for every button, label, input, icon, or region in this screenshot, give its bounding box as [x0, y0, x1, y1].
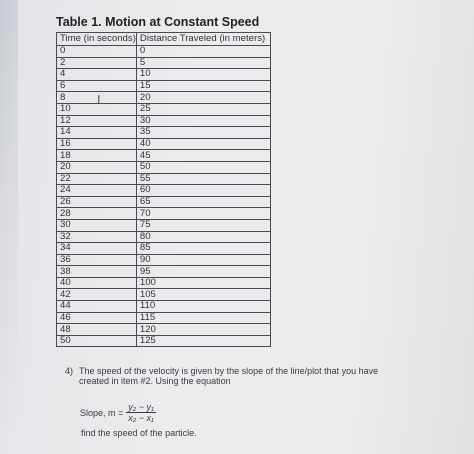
text-cursor-icon: I — [97, 93, 101, 107]
distance-cell: 85 — [136, 243, 270, 255]
slope-formula — [80, 402, 156, 423]
distance-cell: 30 — [136, 115, 270, 127]
distance-cell: 25 — [136, 103, 270, 115]
table-header-row — [57, 33, 271, 46]
distance-cell: 70 — [136, 208, 270, 220]
table-row — [57, 324, 271, 336]
table-row — [57, 231, 271, 243]
distance-cell: 125 — [136, 335, 270, 347]
distance-cell: 10 — [136, 69, 270, 81]
time-cell: 34 — [57, 243, 137, 255]
time-cell: 26 — [57, 196, 137, 208]
table-row — [57, 127, 271, 139]
distance-cell: 5 — [136, 57, 270, 69]
table-row — [57, 243, 271, 255]
distance-cell: 15 — [136, 80, 270, 92]
table-row — [57, 266, 271, 278]
table-row — [57, 277, 271, 289]
time-cell: 40 — [57, 277, 137, 289]
table-row — [57, 196, 271, 208]
table-row — [57, 173, 271, 185]
time-cell: 2 — [57, 57, 137, 69]
time-cell: 44 — [57, 301, 137, 313]
formula-denominator: x₂ − x₁ — [128, 413, 154, 423]
distance-cell: 110 — [136, 301, 270, 313]
time-cell: 28 — [57, 208, 137, 220]
distance-cell: 50 — [136, 161, 270, 173]
time-cell: 46 — [57, 312, 137, 324]
question-followup: find the speed of the particle. — [81, 428, 197, 438]
table-row — [57, 185, 271, 197]
table-title: Table 1. Motion at Constant Speed — [56, 15, 260, 29]
time-cell: 0 — [57, 46, 137, 58]
distance-cell: 100 — [136, 277, 270, 289]
time-cell: 20 — [57, 161, 137, 173]
formula-numerator: y₂ − y₁ — [128, 402, 154, 412]
column-header-distance: Distance Traveled (in meters) — [136, 33, 270, 46]
time-cell: 8 — [57, 92, 137, 104]
time-cell: 30 — [57, 219, 137, 231]
table-row — [57, 80, 271, 92]
table-row — [57, 335, 271, 347]
distance-cell: 20 — [136, 92, 270, 104]
table-row — [57, 138, 271, 150]
distance-cell: 120 — [136, 324, 270, 336]
distance-cell: 45 — [136, 150, 270, 162]
time-cell: 22 — [57, 173, 137, 185]
distance-cell: 65 — [136, 196, 270, 208]
question-text: The speed of the velocity is given by the slope of the line/plot that you have created in item #2. Using the equation — [79, 366, 379, 386]
distance-cell: 35 — [136, 127, 270, 139]
table-row — [57, 150, 271, 162]
time-cell: 18 — [57, 150, 137, 162]
distance-cell: 95 — [136, 266, 270, 278]
table-row — [57, 115, 271, 127]
distance-cell: 115 — [136, 312, 270, 324]
time-cell: 24 — [57, 185, 137, 197]
table-row — [57, 312, 271, 324]
table-row — [57, 301, 271, 313]
column-header-time: Time (in seconds) — [57, 33, 137, 46]
table-row — [57, 289, 271, 301]
distance-cell: 105 — [136, 289, 270, 301]
table-row — [57, 46, 271, 58]
time-cell: 48 — [57, 324, 137, 336]
time-cell: 32 — [57, 231, 137, 243]
table-row — [57, 103, 271, 115]
question-number: 4) — [65, 366, 74, 376]
time-cell: 38 — [57, 266, 137, 278]
time-cell: 6 — [57, 80, 137, 92]
table-row — [57, 219, 271, 231]
distance-cell: 80 — [136, 231, 270, 243]
distance-cell: 75 — [136, 219, 270, 231]
formula-fraction — [126, 402, 156, 423]
distance-cell: 60 — [136, 185, 270, 197]
formula-label: Slope, m = — [80, 407, 124, 418]
time-cell: 10 — [57, 103, 137, 115]
table-row — [57, 57, 271, 69]
table-row — [57, 92, 271, 104]
time-cell: 50 — [57, 335, 137, 347]
distance-cell: 55 — [136, 173, 270, 185]
table-row — [57, 161, 271, 173]
time-cell: 36 — [57, 254, 137, 266]
time-cell: 12 — [57, 115, 137, 127]
time-cell: 16 — [57, 138, 137, 150]
table-row — [57, 208, 271, 220]
time-cell: 42 — [57, 289, 137, 301]
time-cell: 14 — [57, 127, 137, 139]
motion-table — [56, 32, 271, 347]
table-row — [57, 254, 271, 266]
table-row — [57, 69, 271, 81]
distance-cell: 40 — [136, 138, 270, 150]
distance-cell: 90 — [136, 254, 270, 266]
distance-cell: 0 — [136, 46, 270, 58]
time-cell: 4 — [57, 69, 137, 81]
